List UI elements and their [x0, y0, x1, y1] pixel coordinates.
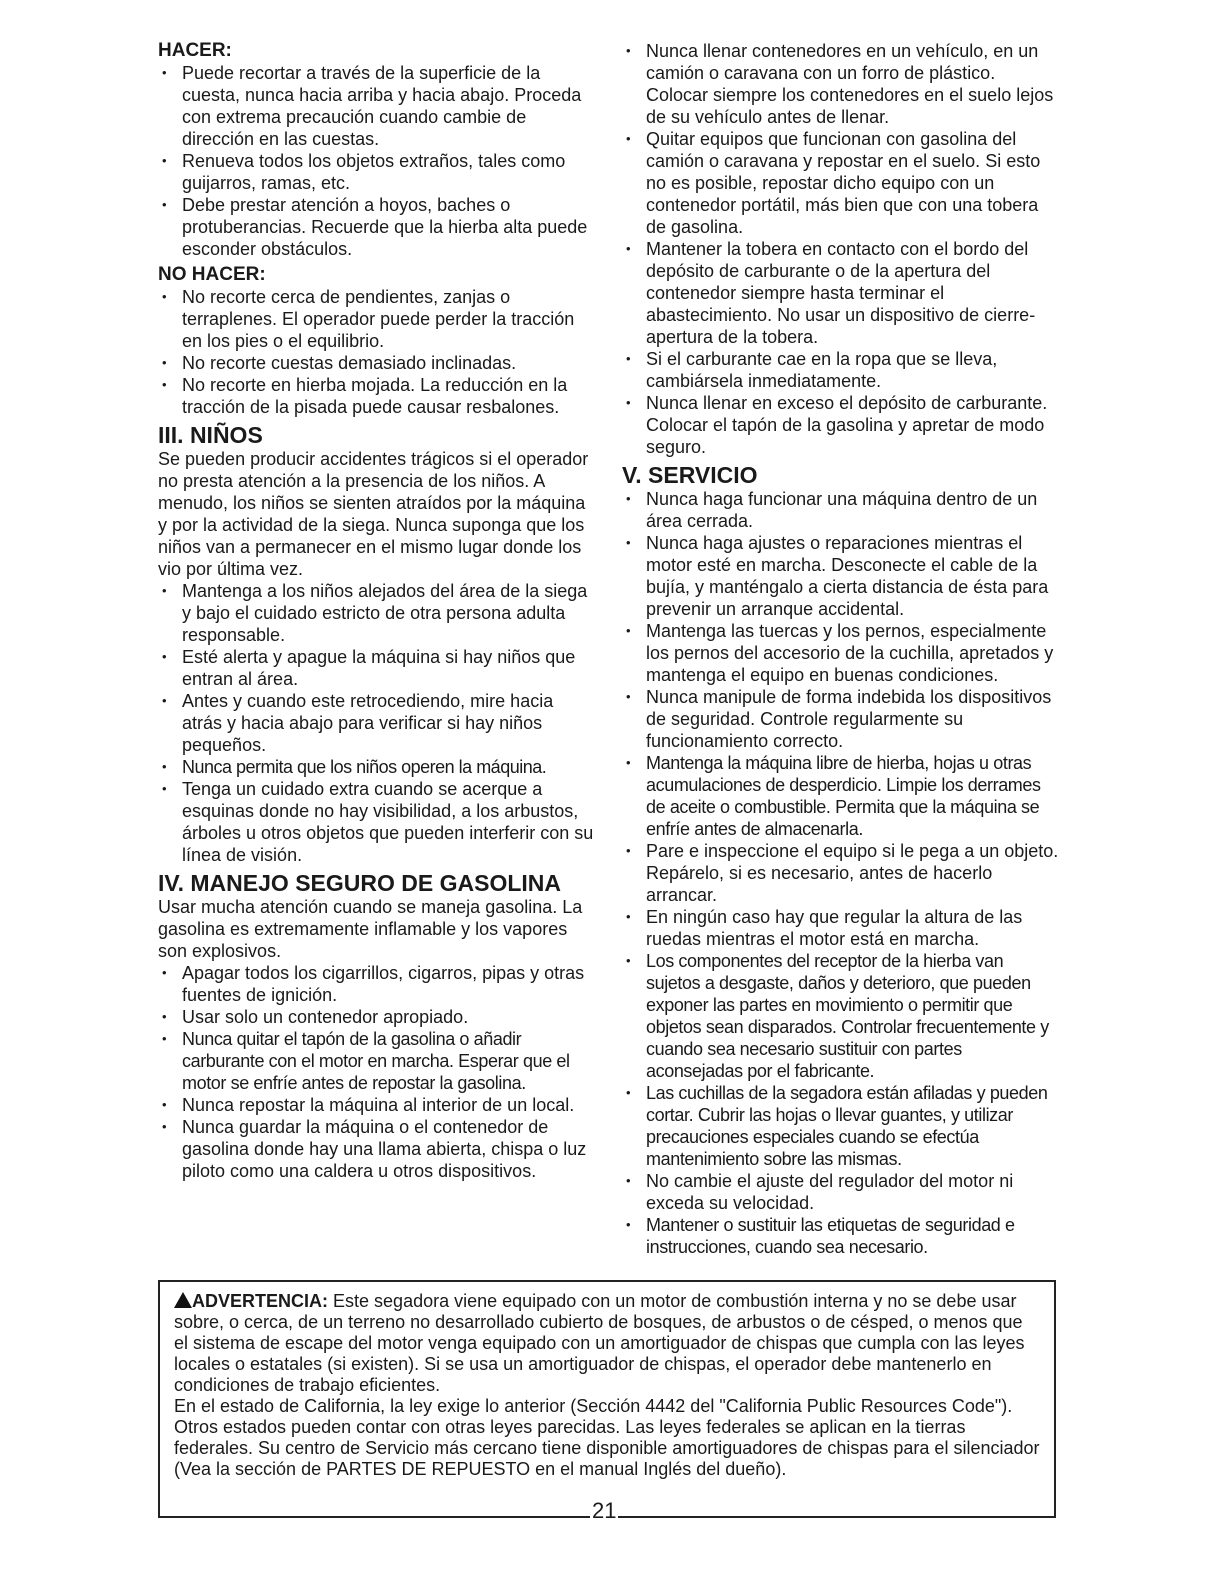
list-item: • Debe prestar atención a hoyos, baches o protuberancias. Recuerde que la hierba alta puede esconder obstáculos. — [158, 194, 598, 260]
list-item: • Nunca repostar la máquina al interior de un local. — [158, 1094, 598, 1116]
warning-box — [158, 1280, 1056, 1518]
list-item: • Nunca quitar el tapón de la gasolina o añadir carburante con el motor en marcha. Esperar que el motor se enfríe antes de repostar la gasolina. — [158, 1028, 598, 1094]
gasolina-list — [158, 962, 598, 1182]
list-item: • Nunca haga funcionar una máquina dentro de un área cerrada. — [622, 488, 1062, 532]
list-item: • Los componentes del receptor de la hierba van sujetos a desgaste, daños y deterioro, que pueden exponer las partes en movimiento o permitir que objetos sean disparados. Controlar frecuentemente y cuando sea necesario sustituir con partes aconsejadas por el fabricante. — [622, 950, 1062, 1082]
list-item: • Nunca llenar en exceso el depósito de carburante. Colocar el tapón de la gasolina y apretar de modo seguro. — [622, 392, 1062, 458]
list-item: • Mantenga las tuercas y los pernos, especialmente los pernos del accesorio de la cuchilla, apretados y mantenga el equipo en buenas condiciones. — [622, 620, 1062, 686]
list-item: • No cambie el ajuste del regulador del motor ni exceda su velocidad. — [622, 1170, 1062, 1214]
list-item: • Mantenga a los niños alejados del área de la siega y bajo el cuidado estricto de otra persona adulta responsable. — [158, 580, 598, 646]
list-item: • Renueva todos los objetos extraños, tales como guijarros, ramas, etc. — [158, 150, 598, 194]
warning-label: ADVERTENCIA: — [192, 1291, 329, 1311]
list-item: • No recorte cerca de pendientes, zanjas o terraplenes. El operador puede perder la tracción en los pies o el equilibrio. — [158, 286, 598, 352]
page-number: 21 — [592, 1498, 617, 1523]
list-item: • Nunca guardar la máquina o el contenedor de gasolina donde hay una llama abierta, chispa o luz piloto como una caldera u otros dispositivos. — [158, 1116, 598, 1182]
list-item: • Nunca permita que los niños operen la máquina. — [158, 756, 598, 778]
hacer-heading: HACER: — [158, 40, 232, 61]
list-item: • Puede recortar a través de la superficie de la cuesta, nunca hacia arriba y hacia abajo. Proceda con extrema precaución cuando cambie de dirección en las cuestas. — [158, 62, 598, 150]
left-column — [158, 40, 598, 1182]
warning-paragraph-1 — [174, 1291, 1040, 1396]
list-item: • Tenga un cuidado extra cuando se acerque a esquinas donde no hay visibilidad, a los arbustos, árboles u otros objetos que pueden interferir con su línea de visión. — [158, 778, 598, 866]
gasolina-heading: IV. MANEJO SEGURO DE GASOLINA — [158, 870, 561, 896]
list-item: • Mantenga la máquina libre de hierba, hojas u otras acumulaciones de desperdicio. Limpie los derrames de aceite o combustible. Permita que la máquina se enfríe antes de almacenarla. — [622, 752, 1062, 840]
ninos-heading: III. NIÑOS — [158, 422, 263, 448]
list-item: • Apagar todos los cigarrillos, cigarros, pipas y otras fuentes de ignición. — [158, 962, 598, 1006]
list-item: • Mantener o sustituir las etiquetas de seguridad e instrucciones, cuando sea necesario. — [622, 1214, 1062, 1258]
ninos-intro: Se pueden producir accidentes trágicos si el operador no presta atención a la presencia de los niños. A menudo, los niños se sienten atraídos por la máquina y por la actividad de la siega. Nunca suponga que los niños van a permanecer en el mismo lugar donde los vio por última vez. — [158, 449, 589, 579]
ninos-list — [158, 580, 598, 866]
servicio-heading: V. SERVICIO — [622, 462, 758, 488]
gasolina-cont-list — [622, 40, 1062, 458]
no-hacer-heading: NO HACER: — [158, 264, 266, 285]
list-item: • Las cuchillas de la segadora están afiladas y pueden cortar. Cubrir las hojas o llevar guantes, y utilizar precauciones especiales cuando se efectúa mantenimiento sobre las mismas. — [622, 1082, 1062, 1170]
gasolina-intro: Usar mucha atención cuando se maneja gasolina. La gasolina es extremamente inflamable y los vapores son explosivos. — [158, 897, 583, 961]
list-item: • Mantener la tobera en contacto con el bordo del depósito de carburante o de la apertura del contenedor siempre hasta terminar el abastecimiento. No usar un dispositivo de cierre-apertura de la tobera. — [622, 238, 1062, 348]
list-item: • Usar solo un contenedor apropiado. — [158, 1006, 598, 1028]
list-item: • Si el carburante cae en la ropa que se lleva, cambiársela inmediatamente. — [622, 348, 1062, 392]
warning-paragraph-2: En el estado de California, la ley exige lo anterior (Sección 4442 del "California Public Resources Code"). Otros estados pueden contar con otras leyes parecidas. Las leyes federales se aplican en la tierras federales. Su centro de Servicio más cercano tiene disponible amortiguadores de chispas para el silenciador (Vea la sección de PARTES DE REPUESTO en el manual Inglés del dueño). — [174, 1396, 1040, 1479]
list-item: • En ningún caso hay que regular la altura de las ruedas mientras el motor está en marcha. — [622, 906, 1062, 950]
list-item: • No recorte cuestas demasiado inclinadas. — [158, 352, 598, 374]
warning-text-1: Este segadora viene equipado con un motor de combustión interna y no se debe usar sobre, o cerca, de un terreno no desarrollado cubierto de bosques, de arbustos o de césped, o menos que el sistema de escape del motor venga equipado con un amortiguador de chispas que cumpla con las leyes locales o estatales (si existen). Si se usa un amortiguador de chispas, el operador debe mantenerlo en condiciones de trabajo eficientes. — [174, 1291, 1025, 1395]
servicio-list — [622, 488, 1062, 1258]
list-item: • Nunca haga ajustes o reparaciones mientras el motor esté en marcha. Desconecte el cable de la bujía, y manténgalo a cierta distancia de ésta para prevenir un arranque accidental. — [622, 532, 1062, 620]
no-hacer-list — [158, 286, 598, 418]
list-item: • Nunca manipule de forma indebida los dispositivos de seguridad. Controle regularmente su funcionamiento correcto. — [622, 686, 1062, 752]
list-item: • Quitar equipos que funcionan con gasolina del camión o caravana y repostar en el suelo. Si esto no es posible, repostar dicho equipo con un contenedor portátil, más bien que con una tobera de gasolina. — [622, 128, 1062, 238]
warning-triangle-icon — [174, 1292, 192, 1308]
hacer-list — [158, 62, 598, 260]
right-column — [622, 40, 1062, 1258]
list-item: • Esté alerta y apague la máquina si hay niños que entran al área. — [158, 646, 598, 690]
list-item: • Pare e inspeccione el equipo si le pega a un objeto. Repárelo, si es necesario, antes de hacerlo arrancar. — [622, 840, 1062, 906]
list-item: • Nunca llenar contenedores en un vehículo, en un camión o caravana con un forro de plástico. Colocar siempre los contenedores en el suelo lejos de su vehículo antes de llenar. — [622, 40, 1062, 128]
list-item: • Antes y cuando este retrocediendo, mire hacia atrás y hacia abajo para verificar si hay niños pequeños. — [158, 690, 598, 756]
list-item: • No recorte en hierba mojada. La reducción en la tracción de la pisada puede causar resbalones. — [158, 374, 598, 418]
